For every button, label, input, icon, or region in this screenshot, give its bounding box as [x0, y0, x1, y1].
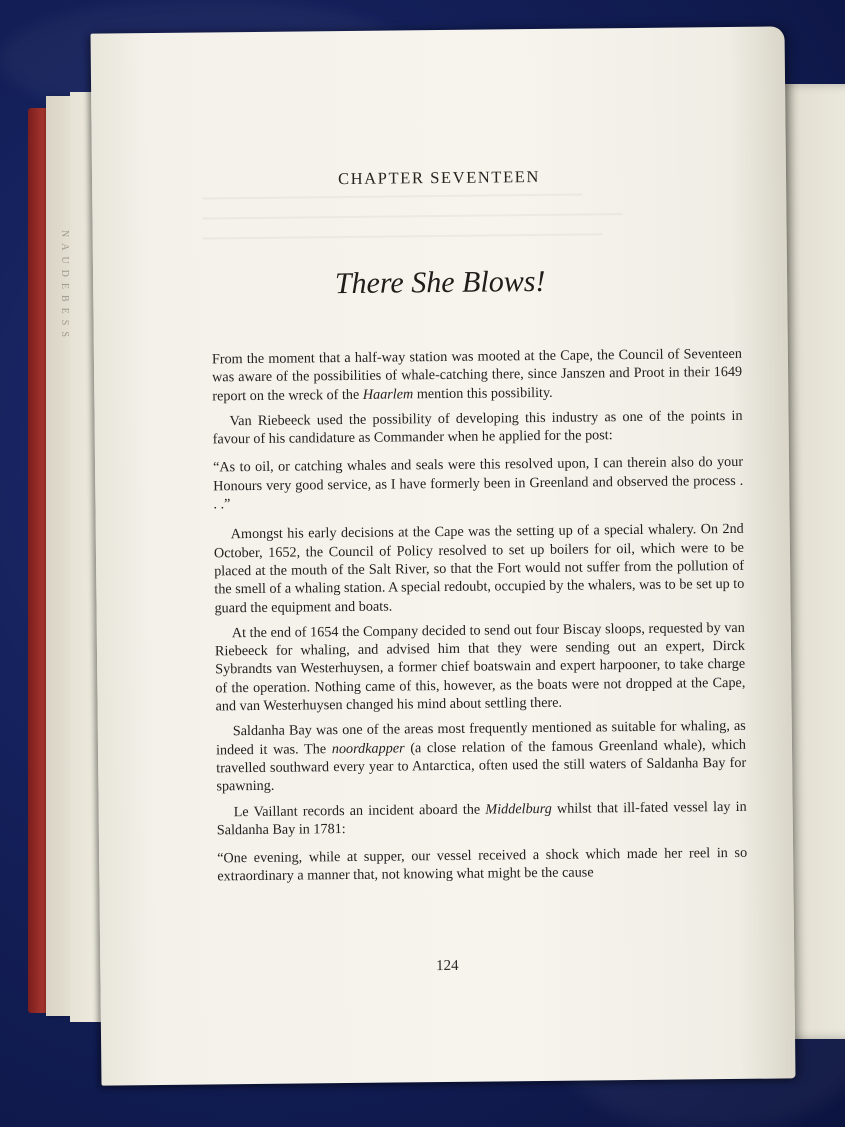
paragraph — [212, 345, 743, 405]
text-run: Van Riebeeck used the possibility of developing this industry as one of the points in favour of his candidature as Commander when he applied for the post: — [212, 407, 743, 448]
italic-term: Middelburg — [485, 800, 552, 818]
text-run: “As to oil, or catching whales and seals were this resolved upon, I can therein also do your Honours very good service, as I have formerly been in Greenland and observed the process . . .” — [212, 454, 744, 513]
text-run: whilst that ill-fated vessel lay in Saldanha Bay in 1781: — [216, 798, 747, 839]
paragraph — [214, 520, 745, 617]
text-run: Le Vaillant records an incident aboard the — [233, 801, 486, 820]
text-run: From the moment that a half-way station was mooted at the Cape, the Council of Seventeen was aware of the possibilities of whale-catching there, since Janszen and Proot in their 1649 report on the wreck of the — [211, 345, 743, 405]
bleed-through-line — [202, 194, 582, 200]
block-quote — [213, 453, 744, 513]
text-run: At the end of 1654 the Company decided to send out four Biscay sloops, requested by van Riebeeck for whaling, and advised him that they were sending out an expert, Dirck Sybrandts van Westerhuysen, a former chief boatswain and expert harpooner, to take charge of the operation. Nothing came of this, however, as the boats were not dropped at the Cape, and van Westerhuysen changed his mind about settling there. — [214, 619, 746, 715]
italic-term: noordkapper — [331, 740, 405, 757]
book-page — [91, 26, 796, 1085]
bleed-through-line — [203, 233, 603, 239]
text-run: (a close relation of the famous Greenland whale), which travelled southward every year to Antarctica, often used the still waters of Saldanha Bay for spawning. — [216, 736, 747, 795]
chapter-heading: CHAPTER SEVENTEEN — [338, 166, 541, 189]
text-run: Amongst his early decisions at the Cape was the setting up of a special whalery. On 2nd October, 1652, the Council of Policy resolved to set up boilers for oil, which were to be placed at the mouth of the Salt River, so that the Fort would not suffer from the pollution of the smell of a whaling station. A special redoubt, occupied by the whalers, was to be set up to guard the equipment and boats. — [213, 521, 745, 616]
paragraph — [212, 407, 742, 449]
spine-text: NAUDEBESS — [59, 230, 70, 343]
chapter-title: There She Blows! — [334, 264, 546, 301]
block-quote — [217, 844, 747, 886]
bleed-through-line — [202, 213, 622, 219]
paragraph — [215, 619, 746, 716]
italic-term: Haarlem — [362, 385, 414, 403]
text-run: “One evening, while at supper, our vessel received a shock which made her reel in so extraordinary a manner that, not knowing what might be the cause — [217, 844, 748, 885]
body-text — [212, 345, 748, 898]
page-number: 124 — [435, 957, 459, 975]
text-run: Saldanha Bay was one of the areas most frequently mentioned as suitable for whaling, as indeed it was. The — [215, 718, 746, 759]
paragraph — [216, 717, 747, 796]
paragraph — [217, 797, 747, 839]
text-run: mention this possibility. — [413, 384, 553, 402]
